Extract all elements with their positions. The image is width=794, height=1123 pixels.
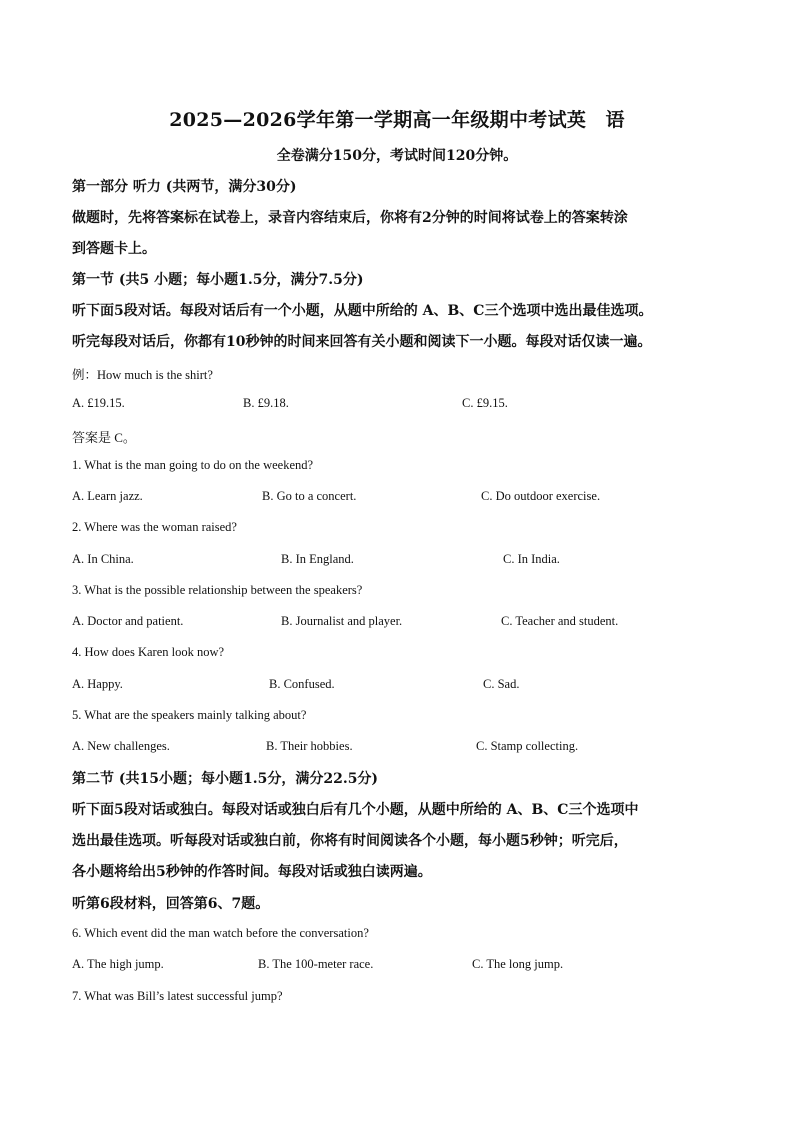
q4-option-a: A. Happy. [72, 677, 123, 691]
part1-instruction-line1: 做题时，先将答案标在试卷上，录音内容结束后，你将有2分钟的时间将试卷上的答案转涂 [72, 210, 628, 226]
part1-heading: 第一部分 听力 (共两节，满分30分) [72, 179, 297, 195]
q5-option-a: A. New challenges. [72, 739, 170, 753]
section2-instruction-line3: 各小题将给出5秒钟的作答时间。每段对话或独白读两遍。 [72, 864, 432, 880]
section2-heading: 第二节 (共15小题；每小题1.5分，满分22.5分) [72, 771, 379, 787]
q5-option-c: C. Stamp collecting. [476, 739, 579, 753]
part1-instruction-line2: 到答题卡上。 [72, 241, 156, 257]
example-question: 例：How much is the shirt? [72, 368, 213, 382]
page-title: 2025—2026学年第一学期高一年级期中考试英 语 [169, 109, 625, 131]
section1-heading: 第一节 (共5 小题；每小题1.5分，满分7.5分) [72, 272, 364, 288]
section1-instruction-line1: 听下面5段对话。每段对话后有一个小题，从题中所给的 A、B、C三个选项中选出最佳选项。 [72, 303, 653, 319]
question-3: 3. What is the possible relationship between the speakers? [72, 583, 363, 597]
q3-option-c: C. Teacher and student. [501, 614, 619, 628]
q4-option-b: B. Confused. [269, 677, 335, 691]
section2-instruction-line1: 听下面5段对话或独白。每段对话或独白后有几个小题，从题中所给的 A、B、C三个选项中 [72, 802, 639, 818]
section2-sub-heading: 听第6段材料，回答第6、7题。 [72, 896, 270, 912]
q1-option-a: A. Learn jazz. [72, 489, 143, 503]
q6-option-c: C. The long jump. [472, 957, 564, 971]
question-7: 7. What was Bill’s latest successful jump? [72, 989, 283, 1003]
example-option-a: A. £19.15. [72, 396, 125, 410]
section2-instruction-line2: 选出最佳选项。听每段对话或独白前，你将有时间阅读各个小题，每小题5秒钟；听完后， [72, 833, 628, 849]
q3-option-a: A. Doctor and patient. [72, 614, 184, 628]
question-1: 1. What is the man going to do on the weekend? [72, 458, 314, 472]
question-4: 4. How does Karen look now? [72, 645, 225, 659]
q6-option-a: A. The high jump. [72, 957, 164, 971]
q2-option-c: C. In India. [503, 552, 560, 566]
q4-option-c: C. Sad. [483, 677, 520, 691]
page-subtitle: 全卷满分150分，考试时间120分钟。 [276, 148, 518, 164]
question-2: 2. Where was the woman raised? [72, 520, 237, 534]
q6-option-b: B. The 100-meter race. [258, 957, 374, 971]
q2-option-a: A. In China. [72, 552, 134, 566]
q5-option-b: B. Their hobbies. [266, 739, 353, 753]
example-option-c: C. £9.15. [462, 396, 508, 410]
q3-option-b: B. Journalist and player. [281, 614, 403, 628]
example-option-b: B. £9.18. [243, 396, 289, 410]
q1-option-c: C. Do outdoor exercise. [481, 489, 601, 503]
q1-option-b: B. Go to a concert. [262, 489, 357, 503]
example-answer: 答案是 C。 [72, 430, 136, 445]
question-6: 6. Which event did the man watch before the conversation? [72, 926, 369, 940]
question-5: 5. What are the speakers mainly talking about? [72, 708, 307, 722]
q2-option-b: B. In England. [281, 552, 354, 566]
section1-instruction-line2: 听完每段对话后，你都有10秒钟的时间来回答有关小题和阅读下一小题。每段对话仅读一遍。 [72, 334, 652, 350]
